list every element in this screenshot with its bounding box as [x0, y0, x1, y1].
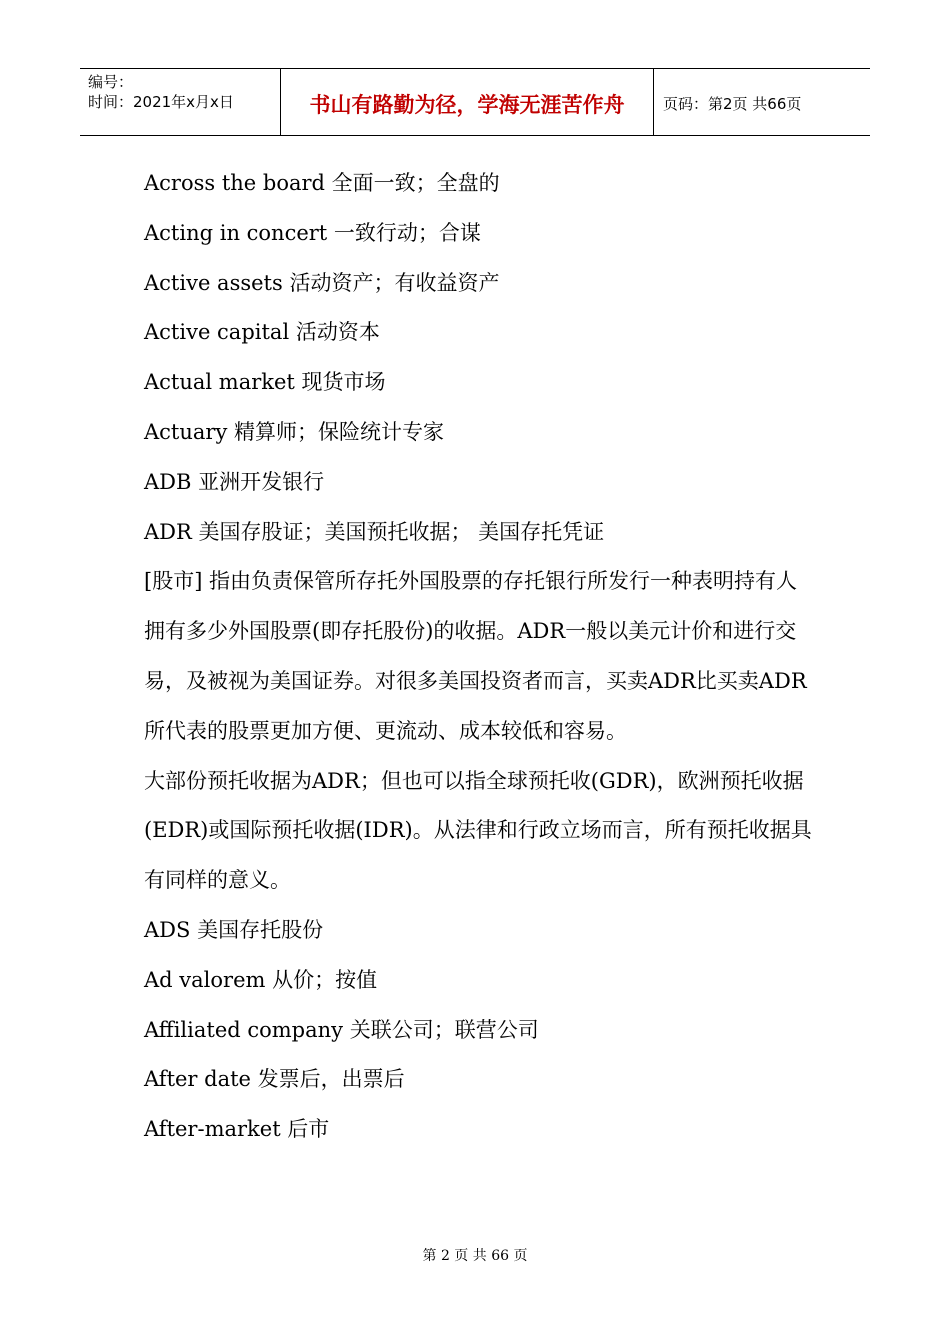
- glossary-entry: ADB 亚洲开发银行: [144, 469, 325, 494]
- glossary-entry: Acting in concert 一致行动；合谋: [144, 220, 481, 245]
- glossary-entry: Across the board 全面一致；全盘的: [144, 171, 500, 195]
- page-footer: 第 2 页 共 66 页: [422, 1248, 528, 1264]
- glossary-entry: Affiliated company 关联公司；联营公司: [144, 1017, 539, 1042]
- explanation-paragraph: 大部份预托收据为ADR；但也可以指全球预托收(GDR)，欧洲预托收据(EDR)或国际预托收据(IDR)。从法律和行政立场而言，所有预托收据具有同样的意义。: [144, 768, 812, 893]
- explanation-paragraph: [股市] 指由负责保管所存托外国股票的存托银行所发行一种表明持有人拥有多少外国股票(即存托股份)的收据。ADR一般以美元计价和进行交易，及被视为美国证券。对很多美国投资者而言，买卖ADR比买卖ADR所代表的股票更加方便、更流动、成本较低和容易。: [144, 569, 807, 743]
- glossary-entry: Ad valorem 从价；按值: [144, 967, 378, 992]
- glossary-entry: After date 发票后，出票后: [144, 1067, 405, 1092]
- glossary-entry: ADS 美国存托股份: [144, 917, 324, 942]
- page-header: [80, 68, 870, 136]
- glossary-entry: Actuary 精算师；保险统计专家: [144, 419, 444, 444]
- glossary-entry: Actual market 现货市场: [144, 370, 386, 395]
- glossary-entry: ADR 美国存股证；美国预托收据； 美国存托凭证: [144, 519, 605, 544]
- document-number-label: 编号：: [88, 73, 134, 91]
- document-date: 时间：2021年x月x日: [88, 93, 234, 111]
- document-body: [144, 159, 812, 1155]
- header-page-info: 页码：第2页 共66页: [663, 94, 802, 113]
- glossary-entry: Active capital 活动资本: [144, 320, 380, 345]
- header-meta: [80, 69, 281, 135]
- glossary-entry: Active assets 活动资产；有收益资产: [144, 270, 500, 295]
- glossary-entry: After-market 后市: [144, 1117, 330, 1142]
- header-motto: 书山有路勤为径，学海无涯苦作舟: [281, 69, 654, 135]
